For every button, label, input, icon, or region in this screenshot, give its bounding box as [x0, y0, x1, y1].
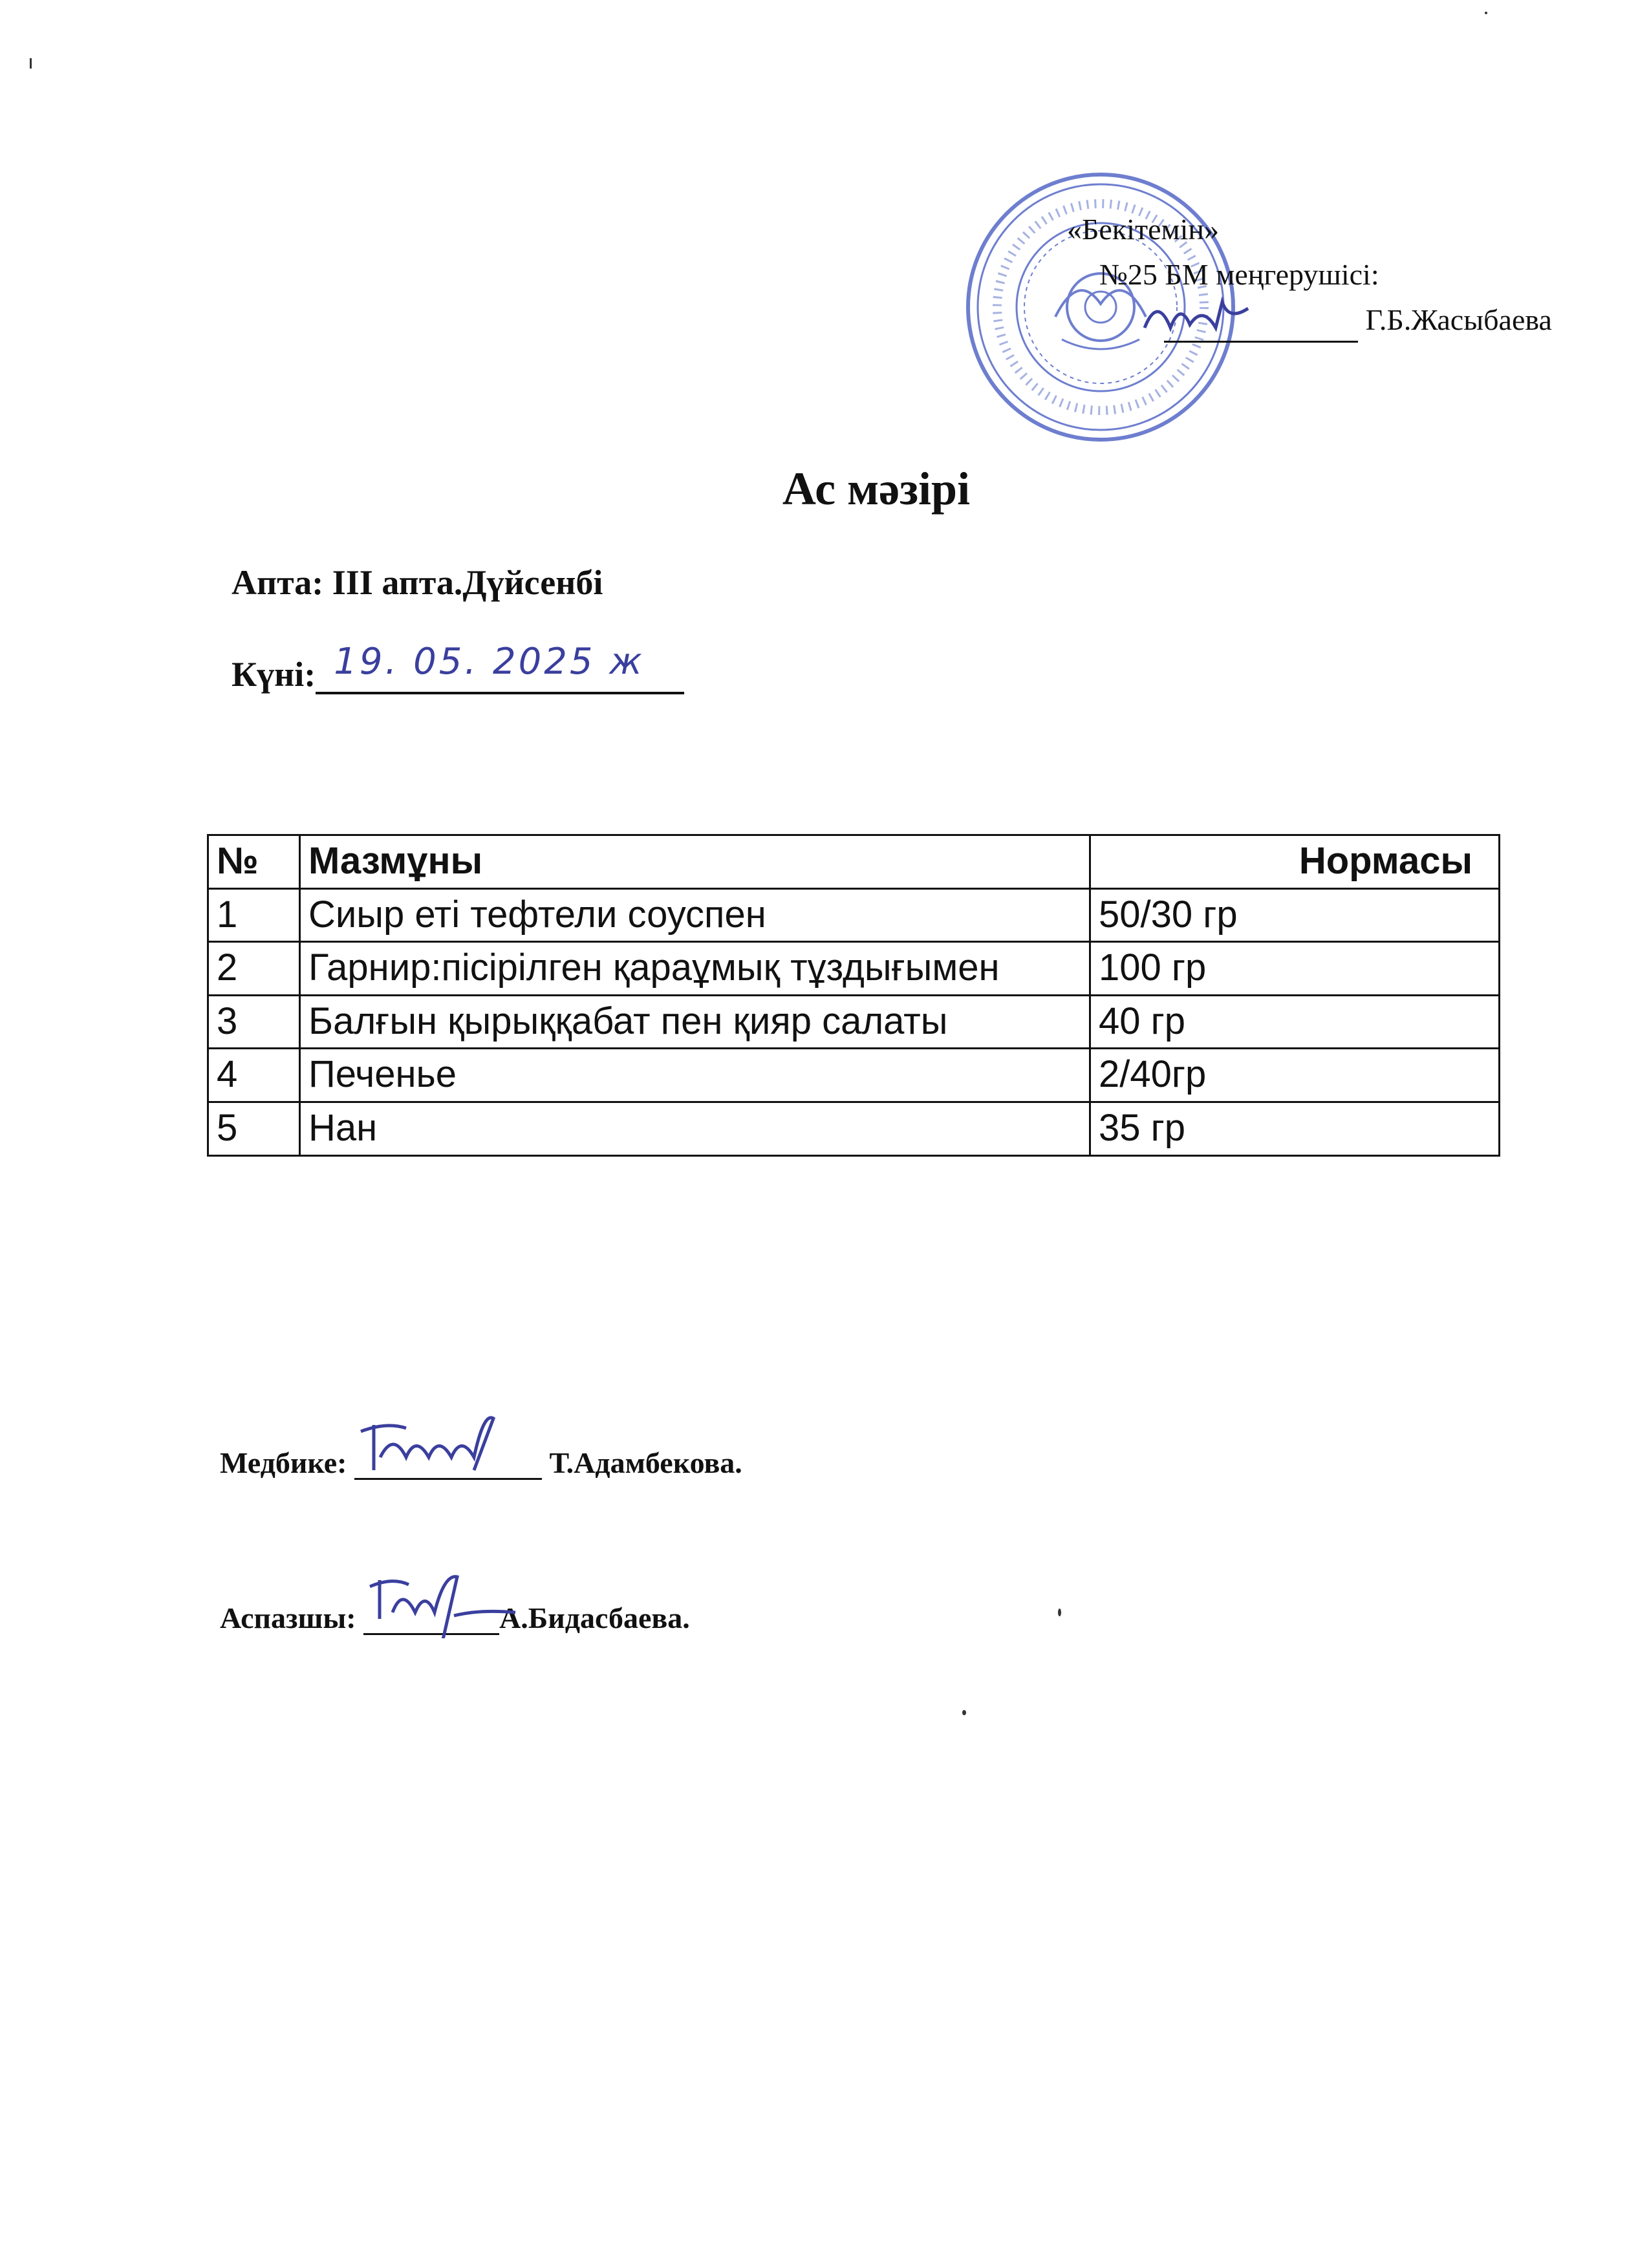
date-label: Күні: [232, 655, 316, 694]
date-row [232, 641, 684, 694]
row-number: 4 [208, 1049, 300, 1102]
table-row [208, 888, 1500, 942]
date-line [316, 641, 684, 694]
table-row [208, 1102, 1500, 1155]
director-signature [1138, 289, 1293, 347]
table-row [208, 995, 1500, 1049]
approval-name [1164, 297, 1552, 343]
header-number: № [208, 835, 300, 889]
row-number: 3 [208, 995, 300, 1049]
cook-signature-row [220, 1597, 690, 1635]
table-header-row [208, 835, 1500, 889]
table-row [208, 1049, 1500, 1102]
approval-block [1028, 207, 1552, 343]
scan-speck [1058, 1609, 1061, 1616]
row-content: Гарнир:пісірілген қараұмық тұздығымен [300, 942, 1090, 996]
row-norm: 100 гр [1090, 942, 1500, 996]
approval-name-text: Г.Б.Жасыбаева [1365, 303, 1552, 336]
row-content: Сиыр еті тефтели соуспен [300, 888, 1090, 942]
row-content: Печенье [300, 1049, 1090, 1102]
approval-signature-line [1164, 315, 1358, 343]
nurse-label: Медбике: [220, 1446, 347, 1479]
cook-label: Аспазшы: [220, 1601, 356, 1634]
header-content: Мазмұны [300, 835, 1090, 889]
scan-speck [962, 1710, 966, 1715]
cook-signature [363, 1561, 519, 1638]
row-norm: 35 гр [1090, 1102, 1500, 1155]
row-content: Балғын қырыққабат пен қияр салаты [300, 995, 1090, 1049]
row-number: 5 [208, 1102, 300, 1155]
row-content: Нан [300, 1102, 1090, 1155]
header-norm: Нормасы [1090, 835, 1500, 889]
approval-title: «Бекітемін» [1067, 213, 1219, 246]
page-title: Ас мәзірі [782, 463, 971, 515]
row-norm: 40 гр [1090, 995, 1500, 1049]
row-number: 2 [208, 942, 300, 996]
table-row [208, 942, 1500, 996]
handwritten-date: 19. 05. 2025 ж [334, 641, 645, 683]
nurse-name: Т.Адамбекова. [549, 1446, 742, 1479]
row-norm: 2/40гр [1090, 1049, 1500, 1102]
menu-table [207, 834, 1500, 1157]
row-norm: 50/30 гр [1090, 888, 1500, 942]
scan-speck [30, 58, 32, 69]
cook-signature-line [363, 1597, 499, 1635]
nurse-signature-row [220, 1442, 742, 1480]
nurse-signature [354, 1412, 542, 1483]
nurse-signature-line [354, 1442, 542, 1480]
scan-speck [1485, 12, 1487, 14]
row-number: 1 [208, 888, 300, 942]
week-label: Апта: ІІІ апта.Дүйсенбі [232, 563, 603, 602]
cook-name: А.Бидасбаева. [499, 1601, 690, 1634]
approval-position: №25 БМ меңгерушісі: [1099, 258, 1379, 291]
